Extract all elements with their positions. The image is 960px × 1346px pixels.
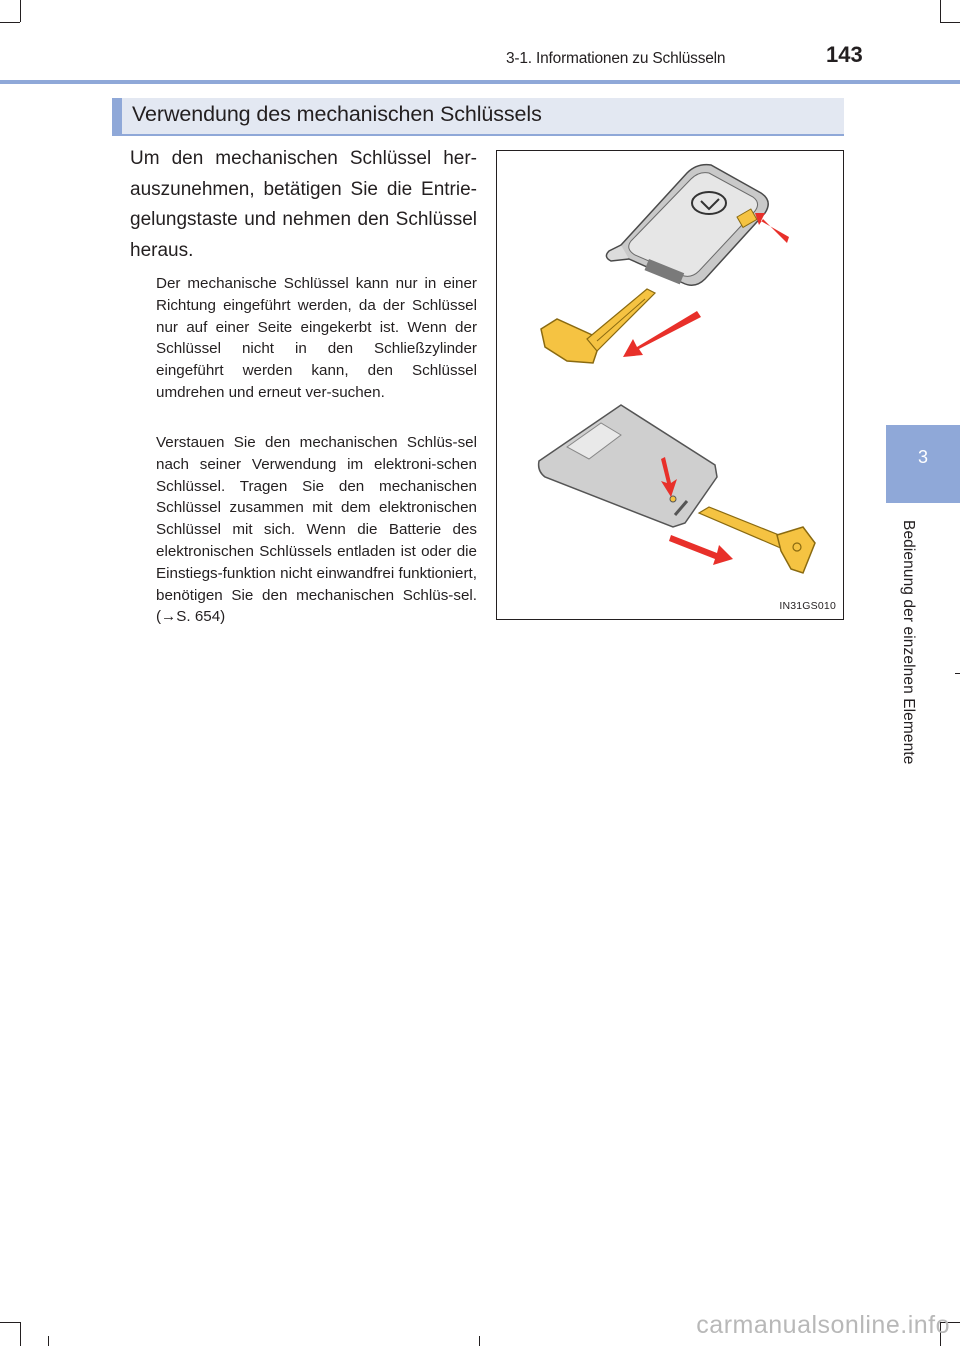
crop-mark — [955, 673, 960, 674]
page-number: 143 — [826, 42, 863, 67]
arrow-icon — [669, 535, 733, 565]
header-rule — [0, 80, 960, 84]
crop-mark — [20, 1322, 21, 1346]
crop-mark — [48, 1336, 49, 1346]
note-insertion-direction: Der mechanische Schlüssel kann nur in einer Richtung eingeführt werden, da der Schlüssel nur auf einer Seite eingekerbt ist. Wenn der Schlüssel nicht in den Schließzylinder eingeführt werden kann, den Schlüssel umdrehen und erneut ver-suchen. — [156, 275, 477, 401]
smart-key-fob-icon — [606, 165, 768, 286]
key-illustration-drawing — [497, 151, 845, 621]
figure-code: IN31GS010 — [779, 600, 836, 612]
card-key-icon — [539, 405, 717, 527]
chapter-tab — [886, 425, 960, 503]
crop-mark — [940, 0, 941, 22]
main-instruction: Um den mechanischen Schlüssel her-auszunehmen, betätigen Sie die Entrie-gelungstaste und nehmen den Schlüssel heraus. — [130, 148, 477, 261]
note-storage: Verstauen Sie den mechanischen Schlüs-sel nach seiner Verwendung im elektroni-schen Schlüssel. Tragen Sie den mechanischen Schlüssel zusammen mit dem elektronischen Schlüssel mit sich. Wenn die Batterie des elektronischen Schlüssels entladen ist oder die Einstiegs-funktion nicht einwandfrei funktioniert, benötigen Sie den mechanischen Schlüs-sel. (→S. 654) — [156, 434, 477, 626]
crop-mark — [0, 1322, 20, 1323]
watermark: carmanualsonline.info — [696, 1311, 950, 1339]
arrow-icon — [623, 311, 701, 357]
crop-mark — [479, 1336, 480, 1346]
arrow-icon — [755, 213, 789, 243]
section-title: Verwendung des mechanischen Schlüssels — [132, 102, 542, 126]
crop-mark — [0, 22, 20, 23]
section-accent — [112, 98, 122, 134]
key-illustration — [496, 150, 844, 620]
chapter-label: Bedienung der einzelnen Elemente — [900, 520, 917, 765]
section-heading-bar — [112, 98, 844, 136]
chapter-number: 3 — [917, 447, 928, 467]
header-title: 3-1. Informationen zu Schlüsseln — [506, 50, 726, 67]
crop-mark — [940, 22, 960, 23]
crop-mark — [20, 0, 21, 22]
